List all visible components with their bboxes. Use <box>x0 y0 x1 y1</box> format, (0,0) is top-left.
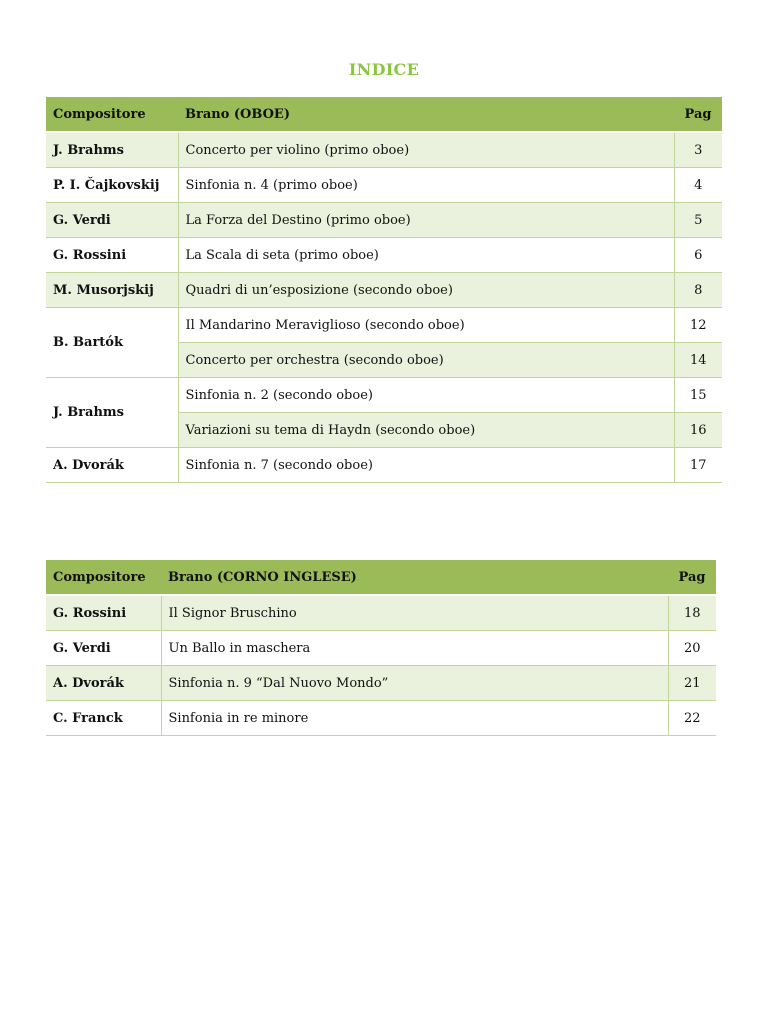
header-piece: Brano (OBOE) <box>178 97 674 132</box>
table-row <box>46 238 722 273</box>
composer-cell: P. I. Čajkovskij <box>46 168 178 203</box>
page-number-cell: 20 <box>668 631 716 666</box>
table-row <box>46 378 722 413</box>
table-row <box>46 631 716 666</box>
page-number-cell: 18 <box>668 595 716 631</box>
piece-cell: Concerto per orchestra (secondo oboe) <box>178 343 674 378</box>
piece-cell: Sinfonia n. 7 (secondo oboe) <box>178 448 674 483</box>
page-number-cell: 14 <box>674 343 722 378</box>
table-row <box>46 595 716 631</box>
composer-cell: G. Verdi <box>46 203 178 238</box>
header-piece: Brano (CORNO INGLESE) <box>161 560 668 595</box>
table-row <box>46 273 722 308</box>
composer-cell: G. Rossini <box>46 238 178 273</box>
header-page: Pag <box>674 97 722 132</box>
composer-cell: J. Brahms <box>46 132 178 168</box>
page-number-cell: 3 <box>674 132 722 168</box>
composer-cell: A. Dvorák <box>46 448 178 483</box>
composer-cell: A. Dvorák <box>46 666 161 701</box>
table-row <box>46 701 716 736</box>
table-row <box>46 308 722 343</box>
header-composer: Compositore <box>46 97 178 132</box>
piece-cell: Il Mandarino Meraviglioso (secondo oboe) <box>178 308 674 343</box>
page-number-cell: 15 <box>674 378 722 413</box>
table-row <box>46 203 722 238</box>
piece-cell: Quadri di un’esposizione (secondo oboe) <box>178 273 674 308</box>
page-number-cell: 16 <box>674 413 722 448</box>
composer-cell: B. Bartók <box>46 308 178 378</box>
page-number-cell: 8 <box>674 273 722 308</box>
oboe-index-table <box>46 97 722 483</box>
table-row <box>46 448 722 483</box>
table-row <box>46 168 722 203</box>
piece-cell: Un Ballo in maschera <box>161 631 668 666</box>
page-title: INDICE <box>348 60 420 79</box>
piece-cell: Variazioni su tema di Haydn (secondo oboe) <box>178 413 674 448</box>
piece-cell: Sinfonia n. 4 (primo oboe) <box>178 168 674 203</box>
header-page: Pag <box>668 560 716 595</box>
header-composer: Compositore <box>46 560 161 595</box>
composer-cell: J. Brahms <box>46 378 178 448</box>
piece-cell: Sinfonia n. 2 (secondo oboe) <box>178 378 674 413</box>
corno-inglese-index-table <box>46 560 716 736</box>
piece-cell: La Scala di seta (primo oboe) <box>178 238 674 273</box>
composer-cell: G. Verdi <box>46 631 161 666</box>
composer-cell: C. Franck <box>46 701 161 736</box>
piece-cell: Concerto per violino (primo oboe) <box>178 132 674 168</box>
table-row <box>46 132 722 168</box>
piece-cell: Sinfonia n. 9 “Dal Nuovo Mondo” <box>161 666 668 701</box>
piece-cell: La Forza del Destino (primo oboe) <box>178 203 674 238</box>
table-header-row <box>46 97 722 132</box>
composer-cell: G. Rossini <box>46 595 161 631</box>
piece-cell: Sinfonia in re minore <box>161 701 668 736</box>
page-number-cell: 5 <box>674 203 722 238</box>
page-number-cell: 21 <box>668 666 716 701</box>
page-number-cell: 4 <box>674 168 722 203</box>
page-number-cell: 22 <box>668 701 716 736</box>
page-number-cell: 6 <box>674 238 722 273</box>
table-header-row <box>46 560 716 595</box>
piece-cell: Il Signor Bruschino <box>161 595 668 631</box>
page-number-cell: 17 <box>674 448 722 483</box>
composer-cell: M. Musorjskij <box>46 273 178 308</box>
page-number-cell: 12 <box>674 308 722 343</box>
table-row <box>46 666 716 701</box>
